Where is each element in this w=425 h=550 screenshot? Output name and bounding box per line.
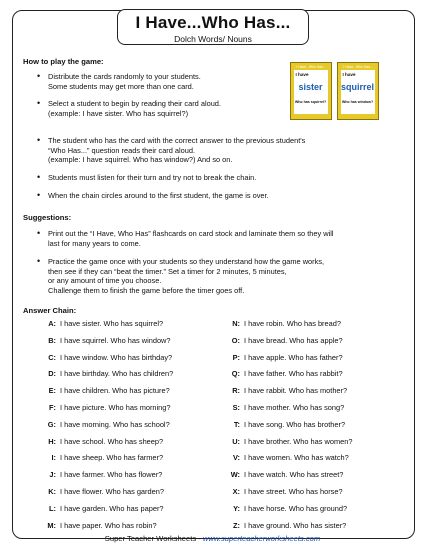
answer-text: I have song. Who has brother? <box>244 419 346 429</box>
answer-chain-row <box>44 369 173 378</box>
card-i-have: I have <box>295 72 309 77</box>
answer-text: I have mother. Who has song? <box>244 403 345 412</box>
how-to-item <box>37 190 269 201</box>
answer-chain-row <box>228 437 352 446</box>
suggestion-line: then see if they can “beat the timer.” Set a timer for 2 minutes, 5 minutes, <box>48 266 287 276</box>
answer-letter: W: <box>230 470 240 480</box>
suggestion-line: Print out the “I Have, Who Has” flashcards on card stock and laminate them so they will <box>48 229 334 238</box>
answer-chain-row <box>44 336 171 345</box>
card-word: squirrel <box>340 82 374 92</box>
answer-chain-row <box>44 521 157 530</box>
suggestion-line: Challenge them to finish the game before the timer goes off. <box>48 285 245 295</box>
how-to-line: (example: I have sister. Who has squirrel?) <box>48 108 189 118</box>
bullet-icon: • <box>37 190 41 200</box>
answer-chain-row <box>228 336 343 345</box>
card-top-label: I Have...Who Has... <box>296 65 326 69</box>
answer-letter: E: <box>48 386 56 396</box>
answer-letter: N: <box>232 319 240 328</box>
answer-text: I have brother. Who has women? <box>244 436 353 446</box>
answer-text: I have ground. Who has sister? <box>244 520 347 530</box>
answer-text: I have robin. Who has bread? <box>244 319 341 328</box>
answer-chain-row <box>44 353 172 362</box>
how-to-line: “Who Has...” question reads their card aloud. <box>48 145 196 155</box>
suggestion-item <box>37 256 325 295</box>
bullet-icon: • <box>37 135 41 145</box>
answer-text: I have sister. Who has squirrel? <box>60 319 164 328</box>
card-inner <box>294 70 328 114</box>
answer-text: I have window. Who has birthday? <box>60 352 173 362</box>
answer-text: I have morning. Who has school? <box>60 419 170 429</box>
title-box <box>117 9 309 45</box>
bullet-icon: • <box>37 256 41 266</box>
sample-card <box>337 62 379 120</box>
answer-text: I have squirrel. Who has window? <box>60 335 171 345</box>
answer-text: I have sheep. Who has farmer? <box>60 453 164 463</box>
answer-letter: P: <box>232 352 240 362</box>
answer-letter: B: <box>48 335 56 345</box>
answer-chain-row <box>228 319 341 328</box>
answer-chain-row <box>228 420 345 429</box>
answer-text: I have garden. Who has paper? <box>60 503 164 513</box>
suggestion-line: Practice the game once with your students so they understand how the game works, <box>48 257 325 266</box>
answer-chain-row <box>228 521 346 530</box>
suggestions-heading: Suggestions: <box>23 213 72 222</box>
answer-chain-row <box>44 319 163 328</box>
answer-text: I have apple. Who has father? <box>244 352 343 362</box>
answer-letter: K: <box>48 487 56 496</box>
how-to-line: When the chain circles around to the first student, the game is over. <box>48 191 269 200</box>
how-to-line: Students must listen for their turn and try not to break the chain. <box>48 173 257 182</box>
page-title: I Have...Who Has... <box>135 13 291 32</box>
card-i-have: I have <box>342 72 356 77</box>
answer-letter: J: <box>49 470 56 480</box>
answer-letter: X: <box>232 487 240 496</box>
how-to-line: Some students may get more than one card. <box>48 81 194 91</box>
answer-chain-row <box>228 453 349 462</box>
answer-letter: I: <box>51 453 56 463</box>
answer-text: I have farmer. Who has flower? <box>60 470 163 480</box>
suggestion-item <box>37 228 334 248</box>
answer-letter: Z: <box>233 520 240 530</box>
answer-text: I have rabbit. Who has mother? <box>244 386 348 396</box>
card-who-has: Who has window? <box>341 100 374 104</box>
how-to-line: Distribute the cards randomly to your students. <box>48 72 201 81</box>
how-to-item <box>37 172 257 183</box>
answer-chain-row <box>44 420 170 429</box>
answer-letter: Y: <box>233 503 240 513</box>
answer-letter: V: <box>233 453 240 463</box>
answer-chain-row <box>228 504 347 513</box>
answer-text: I have bread. Who has apple? <box>244 335 343 345</box>
how-to-item <box>37 71 201 91</box>
answer-text: I have school. Who has sheep? <box>60 436 164 446</box>
answer-text: I have watch. Who has street? <box>244 470 344 480</box>
answer-letter: F: <box>49 403 56 412</box>
answer-letter: O: <box>231 335 240 345</box>
answer-chain-row <box>228 386 347 395</box>
how-to-heading: How to play the game: <box>23 57 104 66</box>
suggestion-line: last for many years to come. <box>48 238 141 248</box>
answer-chain-heading: Answer Chain: <box>23 306 77 315</box>
answer-chain-row <box>44 386 170 395</box>
how-to-line: Select a student to begin by reading their card aloud. <box>48 99 221 108</box>
answer-letter: A: <box>48 319 56 328</box>
answer-letter: M: <box>47 520 56 530</box>
card-word: sister <box>298 82 323 92</box>
answer-chain-row <box>44 453 163 462</box>
answer-letter: S: <box>232 403 240 412</box>
answer-letter: U: <box>232 436 240 446</box>
answer-chain-row <box>228 353 343 362</box>
answer-chain-row <box>44 403 171 412</box>
answer-letter: T: <box>233 419 240 429</box>
bullet-icon: • <box>37 228 41 238</box>
page-subtitle: Dolch Words/ Nouns <box>174 34 252 44</box>
bullet-icon: • <box>37 71 41 81</box>
answer-letter: D: <box>48 369 56 379</box>
answer-chain-row <box>228 403 344 412</box>
answer-letter: C: <box>48 352 56 362</box>
answer-letter: L: <box>49 503 56 513</box>
answer-text: I have horse. Who has ground? <box>244 503 348 513</box>
bullet-icon: • <box>37 98 41 108</box>
suggestion-line: or any amount of time you choose. <box>48 276 162 286</box>
answer-text: I have street. Who has horse? <box>244 487 343 496</box>
answer-letter: G: <box>47 419 56 429</box>
answer-chain-row <box>44 487 164 496</box>
answer-text: I have flower. Who has garden? <box>60 487 164 496</box>
footer <box>0 534 425 543</box>
footer-text: Super Teacher Worksheets - <box>104 534 203 543</box>
answer-chain-row <box>228 369 343 378</box>
answer-text: I have birthday. Who has children? <box>60 369 174 379</box>
sample-card <box>290 62 332 120</box>
how-to-item <box>37 135 306 165</box>
answer-chain-row <box>228 487 343 496</box>
card-inner <box>341 70 375 114</box>
footer-link[interactable]: www.superteacherworksheets.com <box>202 534 321 543</box>
answer-chain-row <box>44 437 163 446</box>
answer-letter: Q: <box>231 369 240 379</box>
answer-letter: R: <box>232 386 240 396</box>
card-top-label: I Have...Who Has... <box>343 65 373 69</box>
answer-chain-row <box>228 470 343 479</box>
how-to-item <box>37 98 221 118</box>
card-who-has: Who has squirrel? <box>294 100 327 104</box>
answer-text: I have children. Who has picture? <box>60 386 170 396</box>
how-to-line: (example: I have squirrel. Who has window?) And so on. <box>48 155 233 165</box>
answer-chain-row <box>44 504 164 513</box>
answer-text: I have picture. Who has morning? <box>60 403 171 412</box>
how-to-line: The student who has the card with the correct answer to the previous student's <box>48 136 306 145</box>
answer-text: I have women. Who has watch? <box>244 453 349 463</box>
answer-text: I have father. Who has rabbit? <box>244 369 343 379</box>
answer-letter: H: <box>48 436 56 446</box>
answer-text: I have paper. Who has robin? <box>60 520 157 530</box>
answer-chain-row <box>44 470 162 479</box>
bullet-icon: • <box>37 172 41 182</box>
